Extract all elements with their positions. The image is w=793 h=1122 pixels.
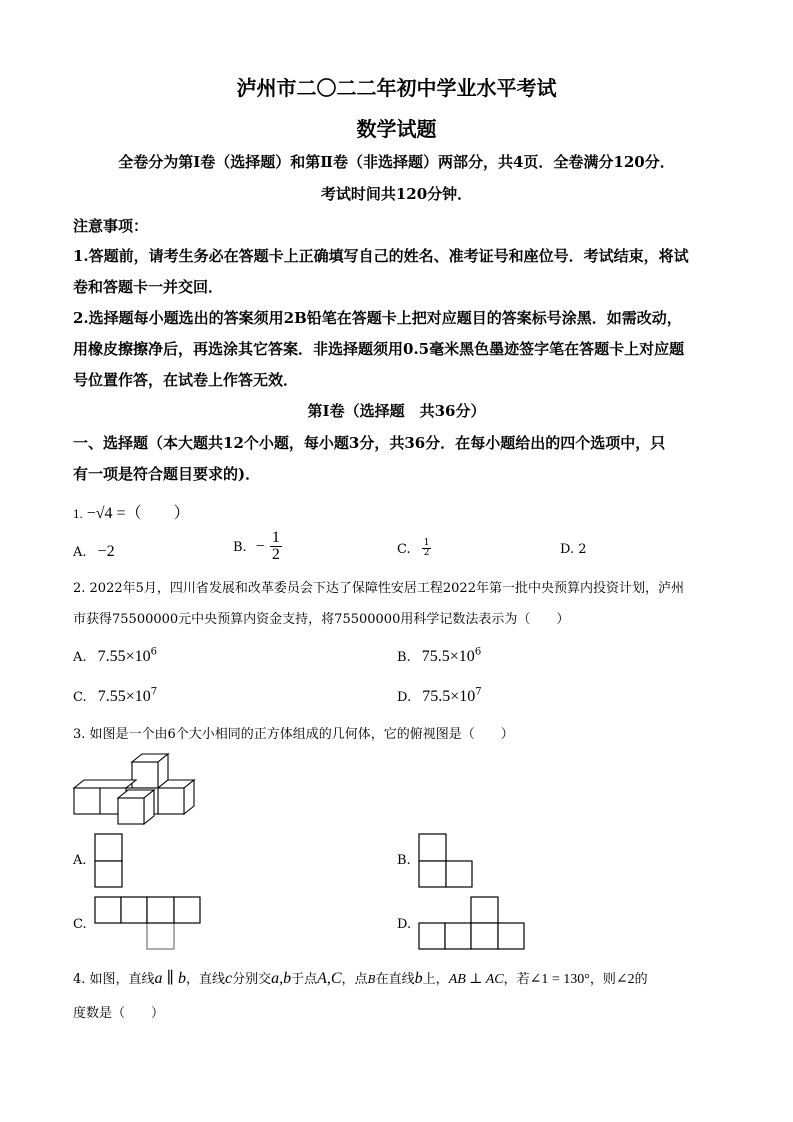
- q4-stem-line1: 4. 如图，直线a ∥ b，直线c分别交a,b于点A,C，点B在直线b上，AB ⊥ AC，若∠1 = 130°，则∠2的: [73, 970, 648, 987]
- subject-title: 数学试题: [356, 117, 437, 141]
- note-2-line2: 用橡皮擦擦净后，再选涂其它答案．非选择题须用0.5毫米黑色墨迹签字笔在答题卡上对应题: [73, 340, 685, 358]
- q3-option-a-figure[interactable]: [94, 833, 124, 889]
- q3-option-b-label[interactable]: B.: [397, 853, 411, 868]
- notes-heading: 注意事项：: [73, 217, 149, 235]
- q2-option-c[interactable]: C. $7.55\times 10^7$: [73, 686, 158, 705]
- q1-number: 1.: [73, 506, 83, 521]
- note-1-line2: 卷和答题卡一并交回．: [73, 278, 224, 296]
- q3-option-d-label[interactable]: D.: [397, 917, 412, 932]
- q1-option-a[interactable]: A. −2: [73, 543, 115, 560]
- q3-option-d-figure[interactable]: [418, 896, 526, 952]
- part1-title: 第Ⅰ卷（选择题 共36分）: [307, 402, 486, 420]
- section-heading-line2: 有一项是符合题目要求的)．: [73, 465, 261, 483]
- note-1-line1: 1.答题前，请考生务必在答题卡上正确填写自己的姓名、准考证号和座位号．考试结束，将试: [73, 247, 689, 265]
- q4-stem-line2: 度数是（ ）: [73, 1006, 165, 1021]
- section-heading-line1: 一、选择题（本大题共12个小题，每小题3分，共36分．在每小题给出的四个选项中，只: [73, 434, 666, 452]
- q1-option-d[interactable]: D. 2: [560, 542, 587, 557]
- q2-option-a[interactable]: A. $7.55\times 10^6$: [73, 646, 158, 665]
- q3-stem: 3. 如图是一个由6个大小相同的正方体组成的几何体，它的俯视图是（ ）: [73, 727, 514, 742]
- q1-stem: [73, 500, 190, 523]
- q2-stem-line1: 2. 2022年5月，四川省发展和改革委员会下达了保障性安居工程2022年第一批中央预算内投资计划，泸州: [73, 581, 684, 596]
- q3-cube-figure: [72, 754, 192, 826]
- q2-option-d[interactable]: D. $75.5\times 10^7$: [397, 686, 482, 705]
- q2-stem-line2: 市获得75500000元中央预算内资金支持，将75500000用科学记数法表示为（ ）: [73, 612, 570, 627]
- q3-option-a-label[interactable]: A.: [73, 853, 87, 868]
- q1-expression: −√4 =（ ）: [86, 505, 190, 522]
- q3-option-c-label[interactable]: C.: [73, 917, 87, 932]
- q1-c-fraction: $\frac{1}{2}$: [423, 538, 430, 558]
- exam-info-line2: 考试时间共120分钟．: [320, 185, 473, 203]
- note-2-line3: 号位置作答，在试卷上作答无效．: [73, 371, 299, 389]
- note-2-line1: 2.选择题每小题选出的答案须用2B铅笔在答题卡上把对应题目的答案标号涂黑．如需改动，: [73, 309, 682, 327]
- exam-info-line1: 全卷分为第Ⅰ卷（选择题）和第Ⅱ卷（非选择题）两部分，共4页．全卷满分120分．: [118, 153, 675, 171]
- q3-option-c-figure[interactable]: [94, 896, 202, 952]
- exam-title: 泸州市二〇二二年初中学业水平考试: [236, 76, 557, 100]
- q1-option-c[interactable]: C. $\frac{1}{2}$: [397, 538, 430, 558]
- q2-option-b[interactable]: B. $75.5\times 10^6$: [397, 646, 482, 665]
- q3-option-b-figure[interactable]: [418, 833, 474, 889]
- q1-b-fraction: $\frac{1}{2}$: [271, 529, 280, 563]
- q1-option-b[interactable]: B. − $\frac{1}{2}$: [233, 529, 280, 563]
